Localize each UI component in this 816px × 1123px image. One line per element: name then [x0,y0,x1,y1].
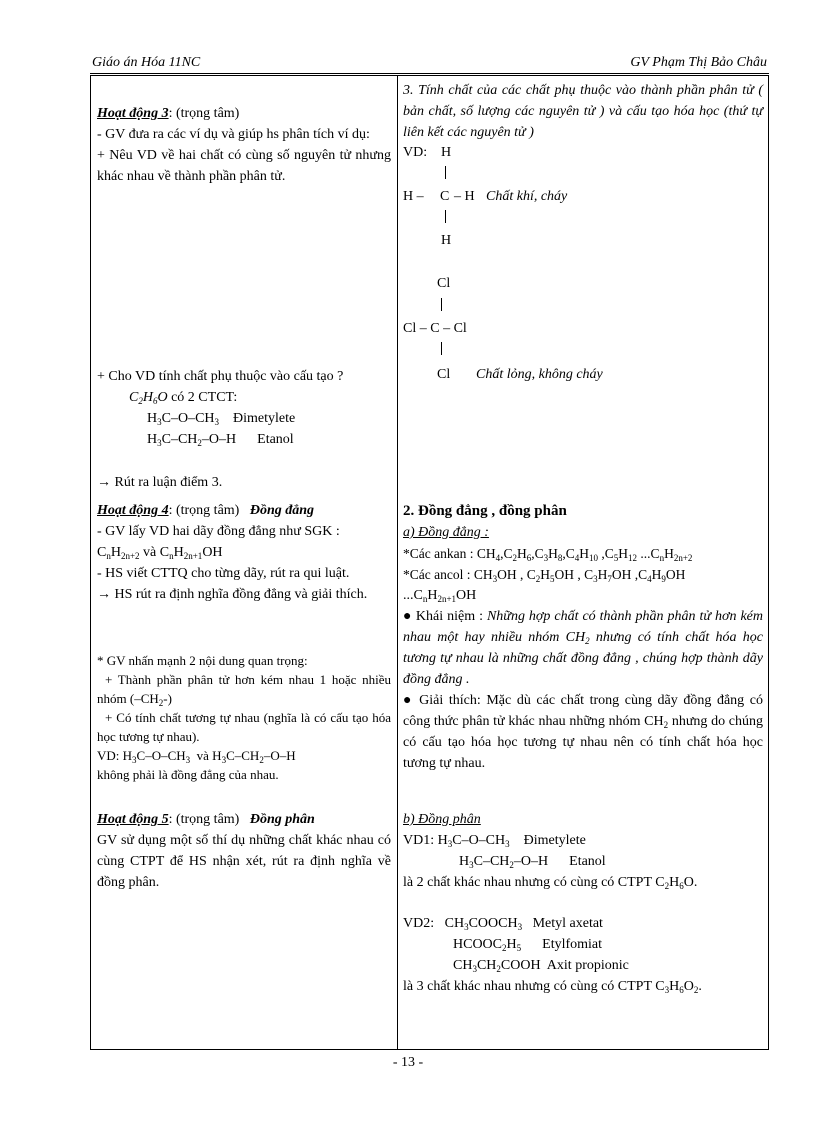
hd5-name: Đồng phân [249,812,315,827]
explanation: ● Giải thích: Mặc dù các chất trong cùng dãy đồng đẳng có công thức phân tử khác nhau những nhóm $CH_2$ nhưng do chúng có cấu tạo hóa học tương tự nhau nên có tính chất hóa học tương tự nhau. [403,693,763,771]
methane-center-c: C [440,189,450,204]
ccl4-desc: Chất lỏng, không cháy [476,367,603,382]
vd2-conclusion: là 3 chất khác nhau nhưng có cùng có CTPT $C_3H_6O_2$. [403,979,702,995]
hd4-sub: : (trọng tâm) [168,503,240,518]
isomer-section [403,809,763,997]
hd4-p4: * GV nhấn mạnh 2 nội dung quan trọng: [97,653,308,668]
vd1-line: VD1: $H_3C-O-CH_3$ Đimetylete [403,833,586,849]
hd3-p1: - GV đưa ra các ví dụ và giúp hs phân tích ví dụ: [97,127,370,142]
methane-right: – H [454,189,475,204]
methane-desc: Chất khí, cháy [486,189,568,204]
hd4-name: Đồng đẳng [249,503,315,518]
header-right: GV Phạm Thị Bảo Châu [630,55,767,70]
vd1-conclusion: là 2 chất khác nhau nhưng có cùng có CTPT $C_2H_6O$. [403,875,698,891]
hd5-p1: GV sử dụng một số thí dụ những chất khác nhau có cùng CTPT để HS nhận xét, rút ra định nghĩa về đồng phân. [97,833,391,890]
hd5-sub: : (trọng tâm) [168,812,240,827]
section-2 [403,501,763,774]
hd4-p2: - HS viết CTTQ cho từng dãy, rút ra qui luật. [97,566,350,581]
vd2-line: VD2: $CH_3COOCH_3$ Metyl axetat [403,916,603,932]
hd4-block [97,500,391,605]
hd3-example-block [97,366,391,493]
formula-ethanol: $H_3C-CH_2-O-H$ Etanol [147,432,294,448]
methane-top-bond [445,166,446,179]
ankan-line: *Các ankan : $CH_4,C_2H_6,C_3H_8,C_4H_{10}$ $,C_5H_{12}$ $...C_nH_{2n+2}$ [403,546,693,563]
methane-bottom-bond [445,210,446,223]
page-header [90,55,769,74]
isomer-title: b) Đồng phân [403,812,481,827]
homolog-title: a) Đồng đẳng : [403,525,489,540]
hd3-sub: : (trọng tâm) [168,106,240,121]
conclude-line: → Rút ra luận điểm 3. [97,475,223,490]
formula-dimethylether: $H_3C-O-CH_3$ Đimetylete [147,411,296,427]
hd3-p2: + Nêu VD về hai chất có cùng số nguyên tử nhưng khác nhau về thành phần phân tử. [97,148,391,184]
hd4-p5: + Thành phần phân tử hơn kém nhau 1 hoặc nhiều nhóm $(-CH_2-)$ [97,672,391,708]
definition: ● Khái niệm : Những hợp chất có thành phần phân tử hơn kém nhau một hay nhiều nhóm $CH_2$ nhưng có tính chất hóa học tương tự nhau là những chất đồng đẳng , chúng hợp thành dãy đồng đẳng . [403,609,763,687]
section-3 [403,80,763,143]
ccl4-bottom-cl: Cl [437,367,451,382]
hd4-p6: + Có tính chất tương tự nhau (nghĩa là có cấu tạo hóa học tương tự nhau). [97,710,391,744]
teacher-activities-column [91,76,397,1049]
ccl4-row: Cl – C – Cl [403,321,467,336]
hd5-title: Hoạt động 5 [97,812,169,827]
hd4-emphasis-block [97,651,391,784]
lesson-table [90,75,769,1050]
content-column [398,76,768,1049]
hd4-p1: - GV lấy VD hai dãy đồng đẳng như SGK : [97,524,340,539]
methane-top-h: H [441,145,452,160]
vd1-line-2: $H_3C-CH_2-O-H$ Etanol [459,854,606,870]
hd3-block [97,103,391,187]
hd4-vd2: không phải là đồng đẳng của nhau. [97,767,279,782]
hd4-vd: VD: $H_3C-O-CH_3$ và $H_3C-CH_2-O-H$ [97,748,296,765]
hd4-p3: → HS rút ra định nghĩa đồng đẳng và giải thích. [97,587,368,602]
methane-bottom-h: H [441,233,452,248]
vd2-line-3: $CH_3CH_2COOH$ Axit propionic [453,958,629,974]
vd2-line-2: $HCOOC_2H_5$ Etylfomiat [453,937,603,953]
ccl4-bottom-bond [441,342,442,355]
hd4-title: Hoạt động 4 [97,503,169,518]
vd-label: VD: [403,145,428,160]
ancol-line-2: $...C_nH_{2n+1}OH$ [403,588,477,604]
hd5-block [97,809,391,893]
ccl4-top-bond [441,298,442,311]
section-3-text: 3. Tính chất của các chất phụ thuộc vào thành phần phân tử ( bản chất, số lượng các nguyên tử ) và cấu tạo hóa học (thứ tự liên kết các nguyên tử ) [403,83,763,140]
ccl4-top-cl: Cl [437,276,451,291]
section-2-title: 2. Đồng đẳng , đồng phân [403,503,567,519]
hd3-title: Hoạt động 3 [97,106,169,121]
header-left: Giáo án Hóa 11NC [92,55,201,70]
hd3-p3: + Cho VD tính chất phụ thuộc vào cấu tạo ? [97,369,344,384]
hd4-formula: $C_nH_{2n+2}$ và $C_nH_{2n+1}OH$ [97,545,223,561]
page-number: - 13 - [392,1055,424,1070]
methane-left: H – [403,189,424,204]
c2h6o-line: $C_2H_6O$ có 2 CTCT: [129,390,238,406]
ancol-line: *Các ancol : $CH_3OH$ , $C_2H_5OH$ , $C_3H_7OH$ $,C_4H_9OH$ [403,567,686,584]
